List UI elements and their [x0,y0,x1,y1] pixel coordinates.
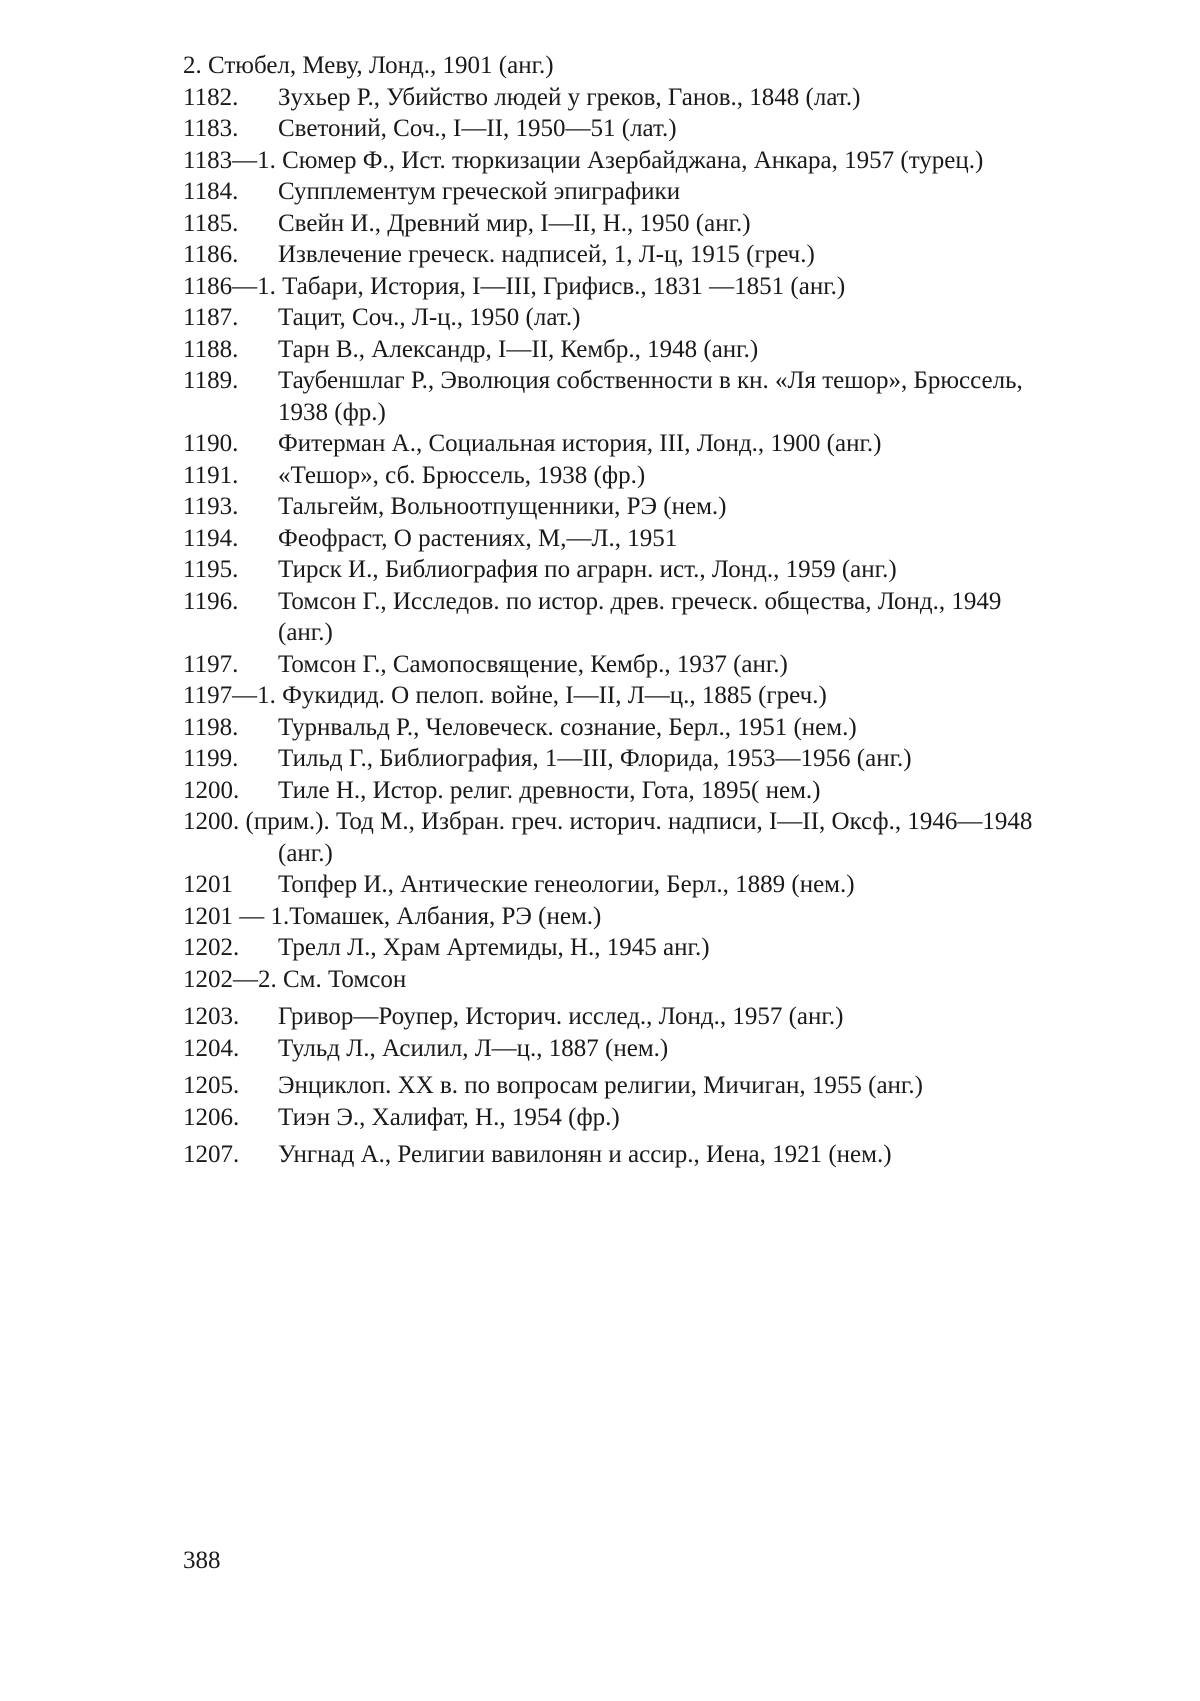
entry-number: 1200. [183,808,240,835]
entry-number: 1195. [183,556,239,583]
entry-body: Зухьер Р., Убийство людей у греков, Ганов., 1848 (лат.) [278,83,861,111]
entry-number: 1188. [183,335,239,363]
entry-text [183,586,1043,649]
entry-number: 1191. [183,461,239,489]
entry-number: 1186. [183,241,239,268]
bibliography-entry [183,586,1043,649]
entry-number: 1204. [183,1034,240,1062]
bibliography-entry [183,806,1043,869]
entry-text [183,113,1043,145]
entry-text [183,523,1043,555]
entry-number: 1207. [183,1141,240,1168]
entry-body: Тиле Н., Истор. религ. древности, Гота, 1895( нем.) [278,776,821,804]
entry-body: Феофраст, О растениях, М,—Л., 1951 [278,524,678,552]
entry-body: Супплементум греческой эпиграфики [278,178,681,205]
entry-text [183,806,1043,869]
entry-body: «Тешор», сб. Брюссель, 1938 (фр.) [278,461,646,489]
bibliography-entry [183,649,1043,681]
entry-number: 1199. [183,745,239,772]
entry-body: Томсон Г., Самопосвящение, Кембр., 1937 (анг.) [278,650,788,678]
entry-body: Свейн И., Древний мир, I—II, Н., 1950 (анг.) [278,209,751,237]
entry-number: 1202—2. [183,965,277,993]
entry-body: Тильд Г., Библиография, 1—III, Флорида, 1953—1956 (анг.) [278,745,912,772]
entry-text [183,302,1043,334]
bibliography-entry [183,869,1043,901]
entry-body: Табари, История, I—III, Грифисв., 1831 —1851 (анг.) [282,272,846,300]
bibliography-list [183,50,1043,1171]
entry-text [183,901,1043,933]
entry-number: 1185. [183,209,239,237]
entry-text [183,145,1043,177]
entry-text [183,428,1043,460]
bibliography-entry [183,208,1043,240]
entry-number: 1183. [183,115,239,142]
entry-number: 1187. [183,304,239,331]
bibliography-entry [183,365,1043,428]
entry-text [183,554,1043,586]
entry-body: Гривор—Роупер, Историч. исслед., Лонд., 1957 (анг.) [278,1003,844,1030]
bibliography-entry [183,743,1043,775]
entry-number: 1203. [183,1003,240,1030]
entry-body: Фитерман А., Социальная история, III, Лонд., 1900 (анг.) [278,430,882,457]
entry-number: 1200. [183,776,240,804]
bibliography-entry [183,523,1043,555]
entry-body: Тальгейм, Вольноотпущенники, РЭ (нем.) [278,493,727,520]
bibliography-entry [183,491,1043,523]
bibliography-entry [183,176,1043,208]
entry-body: Тарн В., Александр, I—II, Кембр., 1948 (анг.) [278,335,759,363]
bibliography-entry [183,1070,1043,1102]
bibliography-entry [183,302,1043,334]
entry-body: Тульд Л., Асилил, Л—ц., 1887 (нем.) [278,1034,669,1062]
bibliography-entry [183,239,1043,271]
entry-number: 1184. [183,178,239,205]
entry-number: 1202. [183,934,240,961]
entry-body: (прим.). Тод М., Избран. греч. историч. надписи, I—II, Оксф., 1946—1948 (анг.) [245,808,1033,867]
entry-text [183,208,1043,240]
entry-number: 1197. [183,650,239,678]
entry-number: 1190. [183,430,239,457]
entry-text [183,712,1043,744]
page-number: 388 [183,1547,221,1574]
entry-text [183,1070,1043,1102]
entry-text [183,176,1043,208]
bibliography-entry [183,712,1043,744]
entry-body: Трелл Л., Храм Артемиды, Н., 1945 анг.) [278,934,710,961]
entry-number: 1194. [183,524,239,552]
entry-body: Тиэн Э., Халифат, Н., 1954 (фр.) [278,1103,620,1131]
entry-text [183,1033,1043,1065]
entry-text [183,334,1043,366]
entry-body: Топфер И., Антические генеологии, Берл., 1889 (нем.) [278,871,855,898]
bibliography-entry [183,460,1043,492]
bibliography-entry [183,428,1043,460]
entry-text [183,743,1043,775]
bibliography-entry [183,775,1043,807]
entry-body: Турнвальд Р., Человеческ. сознание, Берл., 1951 (нем.) [278,713,857,741]
entry-number: 1198. [183,713,239,741]
bibliography-entry [183,901,1043,933]
entry-text [183,775,1043,807]
entry-text [183,964,1043,996]
entry-body: Фукидид. О пелоп. войне, I—II, Л—ц., 1885 (греч.) [282,682,827,709]
entry-text [183,869,1043,901]
entry-text [183,932,1043,964]
entry-number: 1197—1. [183,682,276,709]
entry-number: 1182. [183,83,239,111]
entry-number: 1205. [183,1072,240,1099]
bibliography-entry [183,334,1043,366]
entry-body: Тирск И., Библиография по аграрн. ист., Лонд., 1959 (анг.) [278,556,897,583]
entry-number: 1201 [183,871,233,898]
entry-number: 1186—1. [183,272,276,300]
entry-body: Извлечение греческ. надписей, 1, Л-ц, 1915 (греч.) [278,241,815,268]
bibliography-entry [183,680,1043,712]
entry-body: Сюмер Ф., Ист. тюркизации Азербайджана, Анкара, 1957 (турец.) [282,146,984,174]
entry-body: Унгнад А., Религии вавилонян и ассир., Иена, 1921 (нем.) [278,1141,892,1168]
bibliography-entry [183,145,1043,177]
bibliography-entry [183,113,1043,145]
entry-text [183,680,1043,712]
bibliography-entry [183,1102,1043,1134]
entry-text [183,1102,1043,1134]
entry-number: 1201 — [183,902,265,930]
entry-text [183,239,1043,271]
entry-body: 2. Стюбел, Меву, Лонд., 1901 (анг.) [183,52,554,79]
bibliography-entry [183,554,1043,586]
entry-text [183,1001,1043,1033]
entry-text [183,460,1043,492]
entry-number: 1183—1. [183,146,276,174]
entry-text [183,271,1043,303]
bibliography-entry [183,1139,1043,1171]
bibliography-entry [183,1033,1043,1065]
bibliography-entry [183,82,1043,114]
entry-body: Томсон Г., Исследов. по истор. древ. греческ. общества, Лонд., 1949 (анг.) [278,587,1002,646]
entry-text [183,649,1043,681]
entry-body: Таубеншлаг Р., Эволюция собственности в кн. «Ля тешор», Брюссель, 1938 (фр.) [278,367,1023,426]
bibliography-entry [183,932,1043,964]
entry-text [183,50,1043,82]
entry-text [183,1139,1043,1171]
entry-number: 1193. [183,493,239,520]
entry-body: Энциклоп. XX в. по вопросам религии, Мичиган, 1955 (анг.) [278,1072,923,1099]
bibliography-entry [183,964,1043,996]
bibliography-entry [183,1001,1043,1033]
bibliography-entry [183,50,1043,82]
entry-number: 1206. [183,1103,240,1131]
entry-text [183,491,1043,523]
entry-body: Светоний, Соч., I—II, 1950—51 (лат.) [278,115,677,142]
entry-body: См. Томсон [283,965,407,993]
entry-body: Тацит, Соч., Л-ц., 1950 (лат.) [278,304,581,331]
bibliography-entry [183,271,1043,303]
entry-number: 1189. [183,367,239,394]
entry-number: 1196. [183,587,239,615]
entry-body: 1.Томашек, Албания, РЭ (нем.) [270,902,602,930]
entry-text [183,365,1043,428]
entry-text [183,82,1043,114]
